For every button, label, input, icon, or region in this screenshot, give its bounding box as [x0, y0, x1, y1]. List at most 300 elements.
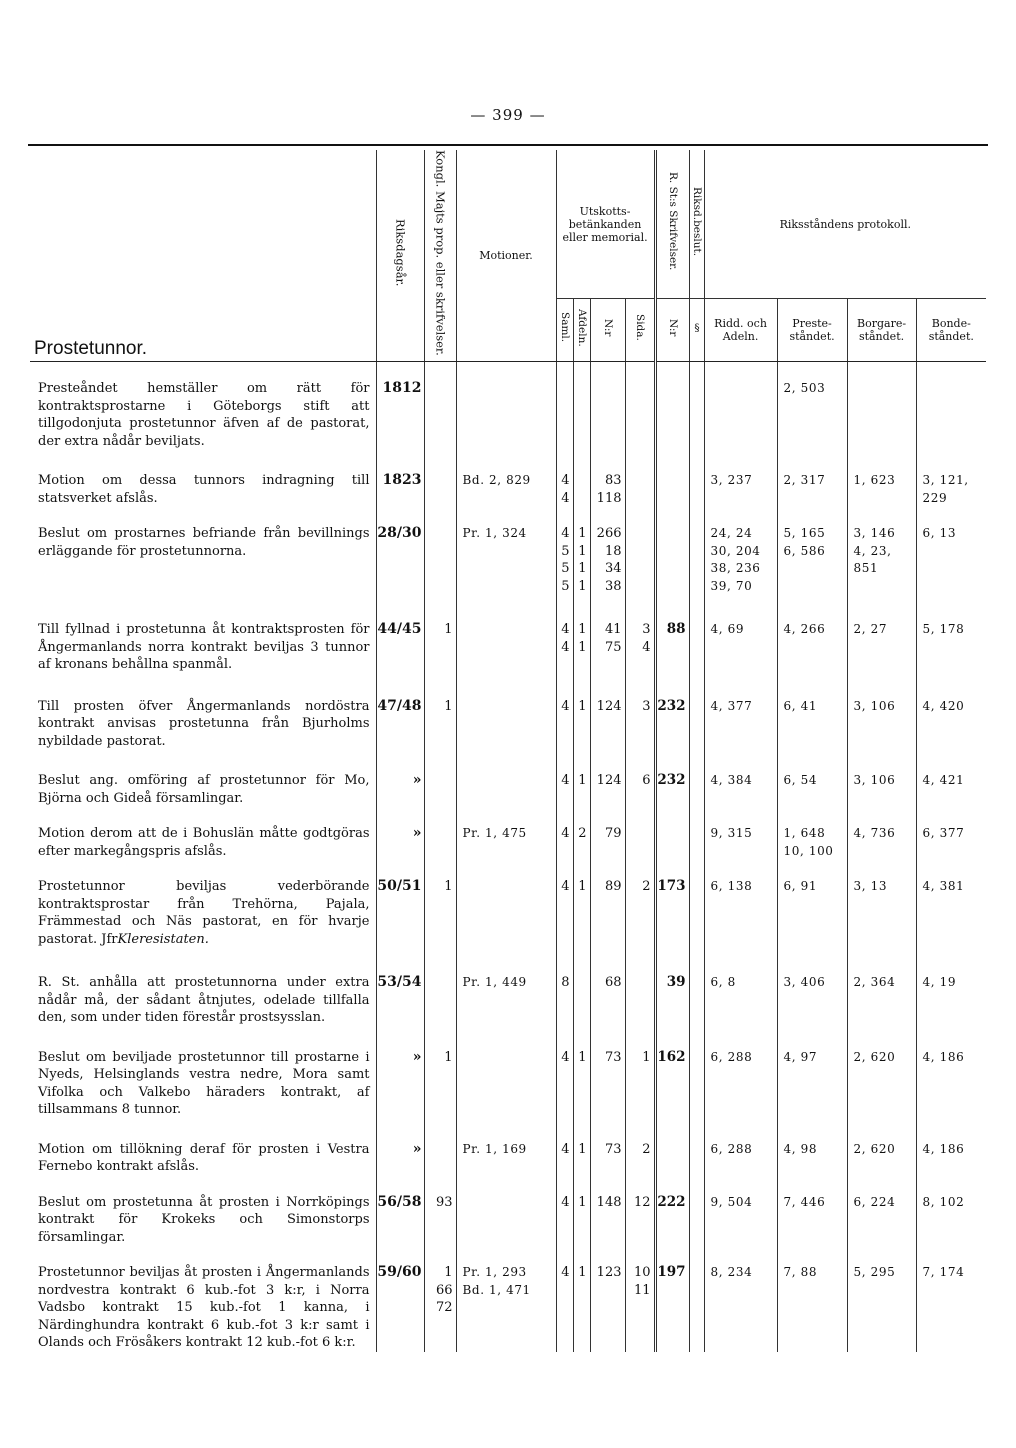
spacer-cell: [424, 507, 456, 525]
row-borgare: [847, 1141, 916, 1176]
spacer-cell: [424, 750, 456, 772]
value-line: 4: [642, 639, 651, 655]
table-row: [30, 380, 986, 450]
value-line: 18: [604, 543, 622, 559]
spacer-cell: [704, 860, 777, 878]
row-year: [376, 380, 424, 450]
row-spacer: [30, 807, 986, 825]
spacer-cell: [556, 948, 573, 974]
table-row: [30, 1194, 986, 1247]
spacer-cell: [590, 674, 625, 698]
value-line: Pr. 1, 324: [462, 526, 527, 541]
row-description: [30, 621, 376, 674]
value-line: Pr. 1, 293: [462, 1265, 527, 1280]
spacer-cell: [689, 807, 704, 825]
value-line: R. St. anhålla att prostetunnorna under extra nådår må, der sådant åtnjutes, odelade tillfalla den, som under tiden förestår prostsysslan.: [38, 975, 370, 1026]
row-bonde: [916, 974, 986, 1027]
value-line: 1, 623: [853, 473, 896, 488]
value-line: 59/60: [377, 1264, 422, 1281]
row-paragraf: [689, 878, 704, 948]
value-line: 8, 102: [922, 1194, 965, 1209]
row-skrif-nr: [655, 1141, 689, 1176]
value-line: 41: [604, 622, 622, 638]
row-skrif-nr: [655, 380, 689, 450]
value-line: 1: [642, 1049, 651, 1065]
spacer-cell: [556, 750, 573, 772]
row-skrif-nr: [655, 825, 689, 860]
spacer-cell: [847, 450, 916, 472]
row-afdeln: [573, 1264, 590, 1352]
spacer-cell: [689, 750, 704, 772]
row-nr: [590, 878, 625, 948]
value-line: 4: [561, 1141, 570, 1157]
spacer-cell: [777, 1176, 847, 1194]
spacer-cell: [625, 450, 655, 472]
row-nr: [590, 698, 625, 751]
spacer-cell: [916, 1176, 986, 1194]
spacer-cell: [847, 507, 916, 525]
spacer-cell: [704, 1027, 777, 1049]
spacer-cell: [916, 750, 986, 772]
section-title: Prostetunnor.: [30, 150, 376, 362]
value-line: 1: [578, 639, 587, 655]
row-spacer: [30, 450, 986, 472]
spacer-cell: [30, 860, 376, 878]
row-saml: [556, 1264, 573, 1352]
row-nr: [590, 825, 625, 860]
value-line: 6, 224: [853, 1194, 896, 1209]
spacer-cell: [376, 450, 424, 472]
page-number: — 399 —: [470, 106, 546, 124]
row-description: [30, 1141, 376, 1176]
row-ridd: [704, 825, 777, 860]
header-riksdagsar: Riksdagsår.: [376, 150, 424, 362]
row-afdeln: [573, 621, 590, 674]
value-line: Pr. 1, 449: [462, 975, 527, 990]
spacer-cell: [573, 1119, 590, 1141]
row-spacer: [30, 595, 986, 621]
row-skrif-nr: [655, 878, 689, 948]
spacer-cell: [376, 750, 424, 772]
value-line: 5, 165: [783, 526, 826, 541]
spacer-cell: [777, 1119, 847, 1141]
row-preste: [777, 380, 847, 450]
spacer-cell: [777, 807, 847, 825]
top-rule: [28, 144, 988, 146]
row-prop: [424, 1141, 456, 1176]
value-line: 39: [666, 974, 686, 991]
value-line: 7, 88: [783, 1265, 818, 1280]
table-row: [30, 1141, 986, 1176]
row-motion: [456, 825, 556, 860]
row-year: [376, 1141, 424, 1176]
spacer-cell: [376, 1176, 424, 1194]
value-line: 83: [604, 473, 622, 489]
spacer-cell: [777, 1027, 847, 1049]
value-line: 4, 69: [710, 622, 745, 637]
row-preste: [777, 621, 847, 674]
header-beslut: Riksd.beslut.: [689, 150, 704, 299]
header-ridd: Ridd. och Adeln.: [704, 299, 777, 362]
row-saml: [556, 772, 573, 807]
value-line: 50/51: [377, 878, 422, 895]
value-line: 4: [561, 622, 570, 638]
spacer-cell: [30, 1119, 376, 1141]
value-line: 30, 204: [710, 543, 761, 558]
value-line: 5, 295: [853, 1265, 896, 1280]
value-line: 2, 364: [853, 975, 896, 990]
spacer-cell: [625, 860, 655, 878]
spacer-cell: [376, 507, 424, 525]
value-line: 2: [578, 826, 587, 842]
value-line: Beslut om prostarnes befriande från bevillnings erläggande för prostetunnorna.: [38, 526, 370, 559]
spacer-cell: [777, 362, 847, 381]
value-line: Bd. 1, 471: [462, 1282, 531, 1297]
spacer-cell: [424, 362, 456, 381]
value-line: 10, 100: [783, 843, 834, 858]
row-preste: [777, 825, 847, 860]
value-line: 93: [435, 1194, 453, 1210]
row-preste: [777, 698, 847, 751]
spacer-cell: [456, 750, 556, 772]
row-borgare: [847, 825, 916, 860]
row-afdeln: [573, 472, 590, 507]
table-row: [30, 772, 986, 807]
row-afdeln: [573, 1194, 590, 1247]
value-line: 1: [578, 1049, 587, 1065]
value-line: 53/54: [377, 974, 422, 991]
row-ridd: [704, 772, 777, 807]
spacer-cell: [625, 362, 655, 381]
row-nr: [590, 974, 625, 1027]
row-skrif-nr: [655, 974, 689, 1027]
row-motion: [456, 1049, 556, 1119]
spacer-cell: [590, 948, 625, 974]
row-sida: [625, 698, 655, 751]
row-description: [30, 1194, 376, 1247]
spacer-cell: [704, 595, 777, 621]
value-line: 89: [604, 879, 622, 895]
spacer-cell: [916, 948, 986, 974]
spacer-cell: [689, 595, 704, 621]
spacer-cell: [556, 507, 573, 525]
spacer-cell: [556, 1119, 573, 1141]
spacer-cell: [847, 1176, 916, 1194]
spacer-cell: [847, 807, 916, 825]
value-line: 4, 420: [922, 698, 965, 713]
row-sida: [625, 621, 655, 674]
row-sida: [625, 525, 655, 595]
row-paragraf: [689, 825, 704, 860]
spacer-cell: [847, 1027, 916, 1049]
value-line: »: [412, 772, 422, 789]
value-line: 73: [604, 1049, 622, 1065]
value-line: 3: [642, 622, 651, 638]
spacer-cell: [556, 674, 573, 698]
value-line: 73: [604, 1141, 622, 1157]
spacer-cell: [689, 860, 704, 878]
row-afdeln: [573, 825, 590, 860]
spacer-cell: [376, 674, 424, 698]
row-year: [376, 472, 424, 507]
row-paragraf: [689, 472, 704, 507]
row-description: [30, 772, 376, 807]
row-nr: [590, 1141, 625, 1176]
value-line: Bd. 2, 829: [462, 473, 531, 488]
row-skrif-nr: [655, 472, 689, 507]
row-skrif-nr: [655, 772, 689, 807]
row-motion: [456, 698, 556, 751]
row-year: [376, 525, 424, 595]
value-line: Pr. 1, 169: [462, 1141, 527, 1156]
spacer-cell: [625, 1176, 655, 1194]
spacer-cell: [777, 1246, 847, 1264]
row-motion: [456, 974, 556, 1027]
value-line: 1: [578, 698, 587, 714]
row-borgare: [847, 878, 916, 948]
value-line: 28/30: [377, 525, 422, 542]
spacer-cell: [689, 1246, 704, 1264]
row-nr: [590, 772, 625, 807]
row-description: [30, 380, 376, 450]
header-afdeln: Afdeln.: [573, 299, 590, 362]
spacer-cell: [424, 674, 456, 698]
value-line: 4: [561, 773, 570, 789]
spacer-cell: [916, 860, 986, 878]
spacer-cell: [456, 507, 556, 525]
spacer-cell: [573, 1176, 590, 1194]
row-skrif-nr: [655, 1194, 689, 1247]
row-sida: [625, 878, 655, 948]
spacer-cell: [376, 807, 424, 825]
spacer-cell: [573, 1246, 590, 1264]
value-line: 1: [444, 1049, 453, 1065]
spacer-cell: [655, 1027, 689, 1049]
row-sida: [625, 825, 655, 860]
row-afdeln: [573, 974, 590, 1027]
spacer-cell: [655, 860, 689, 878]
value-line: Beslut om beviljade prostetunnor till prostarne i Nyeds, Helsinglands vestra nedre, Mora samt Vifolka och Valkebo häraders kontrakt, af tillsammans 8 tunnor.: [38, 1049, 370, 1118]
row-prop: [424, 772, 456, 807]
spacer-cell: [30, 674, 376, 698]
row-borgare: [847, 698, 916, 751]
spacer-cell: [456, 450, 556, 472]
row-bonde: [916, 1264, 986, 1352]
value-line: 4, 23,: [853, 543, 892, 558]
spacer-cell: [655, 807, 689, 825]
value-line: 3: [642, 698, 651, 714]
spacer-cell: [556, 860, 573, 878]
spacer-cell: [916, 595, 986, 621]
header-skrifvelser: R. St:s Skrifvelser.: [655, 150, 689, 299]
spacer-cell: [590, 595, 625, 621]
spacer-cell: [847, 750, 916, 772]
table-row: [30, 1049, 986, 1119]
spacer-cell: [625, 1027, 655, 1049]
row-spacer: [30, 948, 986, 974]
row-skrif-nr: [655, 1264, 689, 1352]
header-skrif-nr: N:r: [655, 299, 689, 362]
row-nr: [590, 621, 625, 674]
spacer-cell: [376, 860, 424, 878]
row-borgare: [847, 772, 916, 807]
value-line: 6, 8: [710, 975, 736, 990]
spacer-cell: [704, 948, 777, 974]
spacer-cell: [704, 1119, 777, 1141]
value-line: 1: [578, 1194, 587, 1210]
value-line: 6, 586: [783, 543, 826, 558]
value-line: 56/58: [377, 1193, 422, 1210]
row-afdeln: [573, 1049, 590, 1119]
row-ridd: [704, 698, 777, 751]
spacer-cell: [456, 860, 556, 878]
spacer-cell: [573, 1027, 590, 1049]
value-line: 4, 266: [783, 622, 826, 637]
spacer-cell: [30, 595, 376, 621]
spacer-cell: [777, 674, 847, 698]
spacer-cell: [916, 1246, 986, 1264]
row-ridd: [704, 621, 777, 674]
row-preste: [777, 1194, 847, 1247]
row-motion: [456, 380, 556, 450]
spacer-cell: [916, 362, 986, 381]
row-nr: [590, 525, 625, 595]
value-line: 1: [578, 622, 587, 638]
value-line: 4, 19: [922, 975, 957, 990]
spacer-cell: [30, 807, 376, 825]
row-bonde: [916, 825, 986, 860]
value-line: 6, 91: [783, 879, 818, 894]
row-year: [376, 878, 424, 948]
row-year: [376, 825, 424, 860]
spacer-cell: [916, 507, 986, 525]
spacer-cell: [456, 362, 556, 381]
value-line: 4: [561, 526, 570, 542]
spacer-cell: [456, 948, 556, 974]
row-saml: [556, 525, 573, 595]
value-line: 8: [561, 975, 570, 991]
spacer-cell: [689, 1176, 704, 1194]
spacer-cell: [424, 1246, 456, 1264]
spacer-cell: [424, 860, 456, 878]
spacer-cell: [376, 595, 424, 621]
value-line: 6, 377: [922, 826, 965, 841]
spacer-cell: [573, 507, 590, 525]
row-spacer: [30, 750, 986, 772]
spacer-cell: [655, 1246, 689, 1264]
value-line: 124: [596, 773, 622, 789]
row-ridd: [704, 1194, 777, 1247]
row-borgare: [847, 472, 916, 507]
value-line: 4, 384: [710, 773, 753, 788]
row-sida: [625, 772, 655, 807]
value-line: 6, 288: [710, 1141, 753, 1156]
row-bonde: [916, 525, 986, 595]
table-row: [30, 472, 986, 507]
spacer-cell: [704, 1176, 777, 1194]
row-description: [30, 525, 376, 595]
value-line: 47/48: [377, 697, 422, 714]
row-spacer: [30, 362, 986, 381]
value-line: 1: [578, 578, 587, 594]
value-line: 4, 381: [922, 879, 965, 894]
spacer-cell: [456, 1176, 556, 1194]
header-paragraf: §: [689, 299, 704, 362]
spacer-cell: [625, 507, 655, 525]
value-line: 2, 27: [853, 622, 888, 637]
row-prop: [424, 380, 456, 450]
spacer-cell: [916, 450, 986, 472]
value-line: 2, 317: [783, 473, 826, 488]
row-preste: [777, 1049, 847, 1119]
row-sida: [625, 1141, 655, 1176]
value-line: 1: [444, 1265, 453, 1281]
spacer-cell: [689, 948, 704, 974]
value-line: 7, 174: [922, 1265, 965, 1280]
row-saml: [556, 472, 573, 507]
value-line: 4, 736: [853, 826, 896, 841]
spacer-cell: [704, 750, 777, 772]
spacer-cell: [625, 1119, 655, 1141]
spacer-cell: [655, 750, 689, 772]
value-line: 3, 106: [853, 773, 896, 788]
spacer-cell: [590, 1027, 625, 1049]
value-line: 88: [666, 621, 686, 638]
row-ridd: [704, 878, 777, 948]
row-description: [30, 825, 376, 860]
row-paragraf: [689, 1049, 704, 1119]
row-borgare: [847, 621, 916, 674]
value-line: 6, 41: [783, 698, 818, 713]
spacer-cell: [556, 807, 573, 825]
spacer-cell: [30, 1027, 376, 1049]
row-saml: [556, 878, 573, 948]
spacer-cell: [590, 1119, 625, 1141]
spacer-cell: [704, 507, 777, 525]
row-skrif-nr: [655, 698, 689, 751]
row-preste: [777, 472, 847, 507]
spacer-cell: [590, 750, 625, 772]
value-line: 6: [642, 773, 651, 789]
row-paragraf: [689, 1264, 704, 1352]
row-afdeln: [573, 380, 590, 450]
header-protokoll: Riksståndens protokoll.: [704, 150, 986, 299]
spacer-cell: [556, 1246, 573, 1264]
spacer-cell: [556, 362, 573, 381]
spacer-cell: [556, 450, 573, 472]
row-ridd: [704, 1049, 777, 1119]
row-motion: [456, 772, 556, 807]
value-line: 68: [604, 975, 622, 991]
value-line: 6, 54: [783, 773, 818, 788]
row-motion: [456, 472, 556, 507]
row-preste: [777, 525, 847, 595]
spacer-cell: [376, 1119, 424, 1141]
spacer-cell: [847, 1246, 916, 1264]
row-description: [30, 1049, 376, 1119]
row-year: [376, 1194, 424, 1247]
row-prop: [424, 525, 456, 595]
row-year: [376, 772, 424, 807]
value-line: 3, 146: [853, 526, 896, 541]
row-bonde: [916, 1141, 986, 1176]
row-bonde: [916, 878, 986, 948]
table-row: [30, 1264, 986, 1352]
spacer-cell: [30, 507, 376, 525]
row-motion: [456, 621, 556, 674]
row-nr: [590, 1049, 625, 1119]
row-prop: [424, 698, 456, 751]
